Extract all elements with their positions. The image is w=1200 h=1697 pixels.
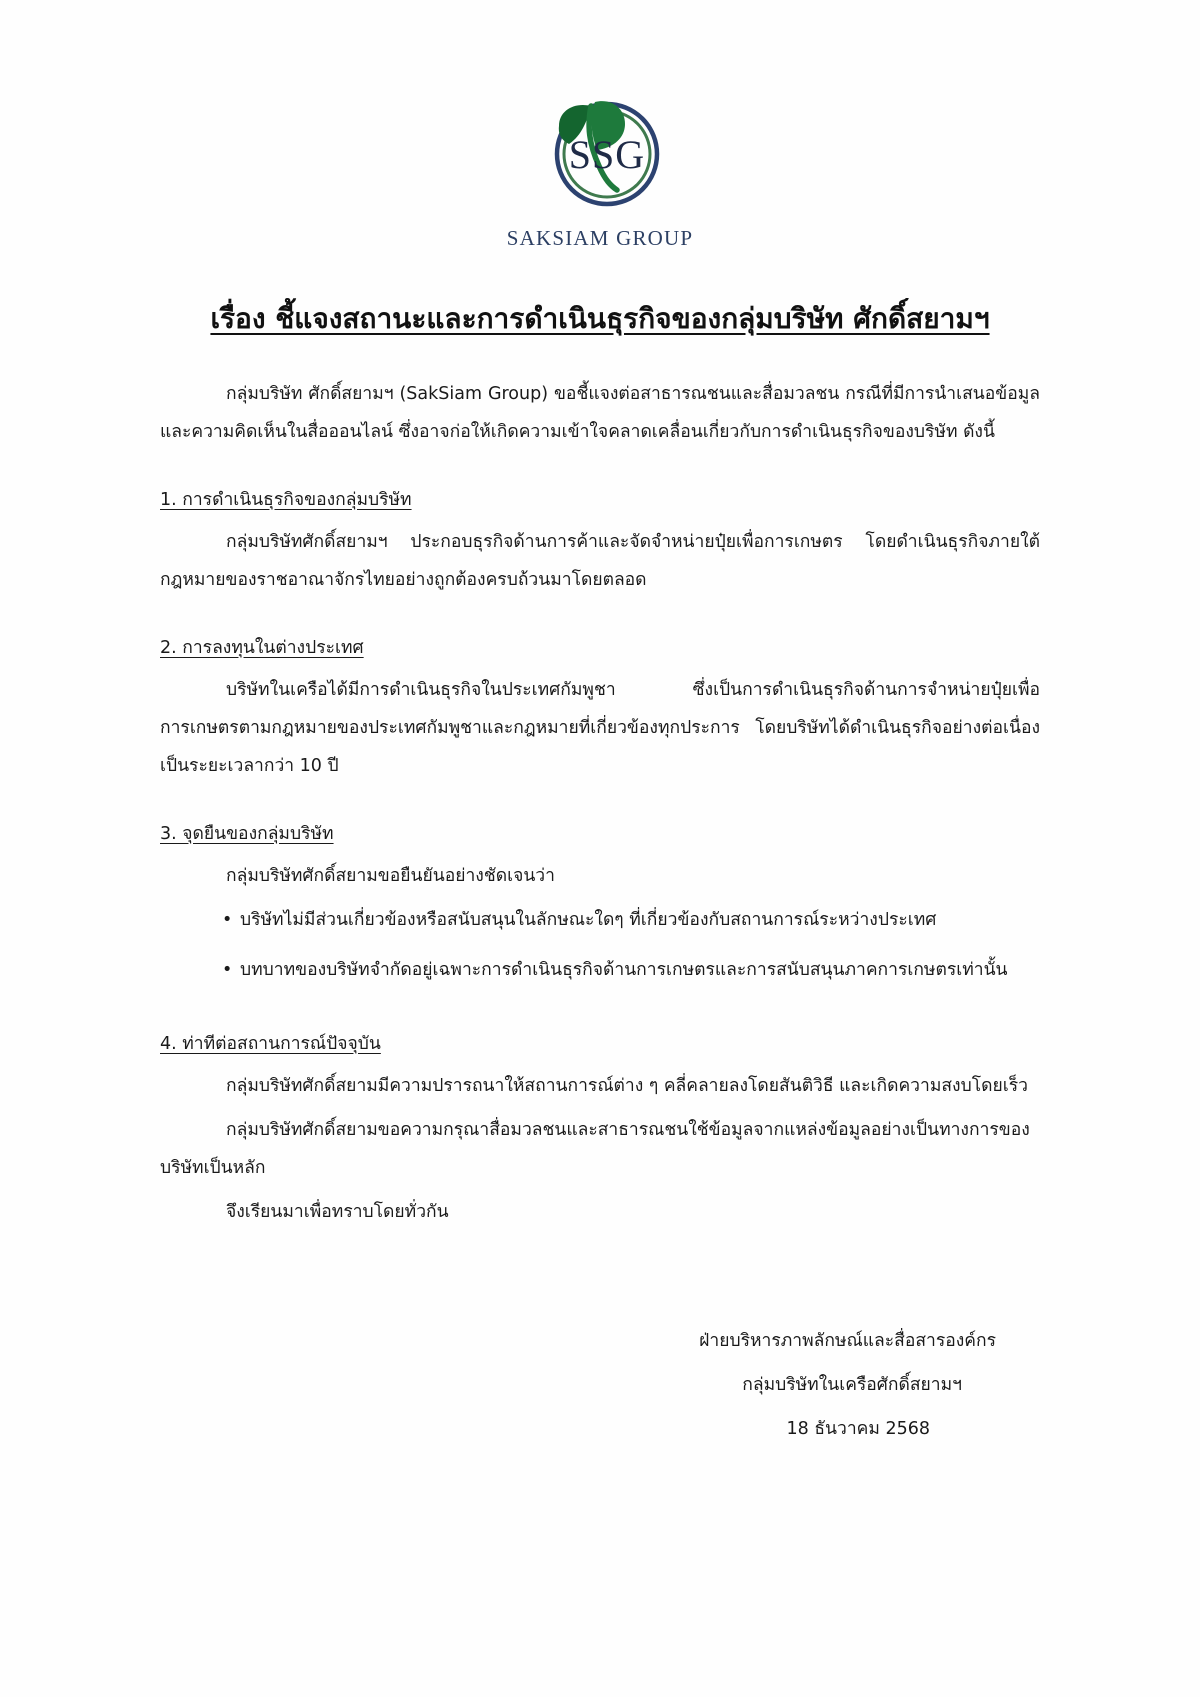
svg-text:SSG: SSG (568, 132, 646, 177)
section-2-heading-text: 2. การลงทุนในต่างประเทศ (160, 638, 364, 658)
section-3-paragraph: กลุ่มบริษัทศักดิ์สยามขอยืนยันอย่างชัดเจนว่า (226, 866, 555, 886)
list-item: • บริษัทไม่มีส่วนเกี่ยวข้องหรือสนับสนุนในลักษณะใดๆ ที่เกี่ยวข้องกับสถานการณ์ระหว่างประเทศ (160, 901, 1040, 939)
list-item: • บทบาทของบริษัทจำกัดอยู่เฉพาะการดำเนินธุรกิจด้านการเกษตรและการสนับสนุนภาคการเกษตรเท่านั้น (160, 951, 1040, 989)
spacer (160, 1001, 1040, 1011)
section-4-paragraph: กลุ่มบริษัทศักดิ์สยามมีความปรารถนาให้สถานการณ์ต่าง ๆ คลี่คลายลงโดยสันติวิธี และเกิดความสงบโดยเร็ว (226, 1076, 1028, 1096)
closing-paragraph: จึงเรียนมาเพื่อทราบโดยทั่วกัน (226, 1202, 449, 1222)
section-4-heading (160, 1025, 1040, 1063)
document-title-text: เรื่อง ชี้แจงสถานะและการดำเนินธุรกิจของกลุ่มบริษัท ศักดิ์สยามฯ (210, 302, 990, 335)
signature-company: กลุ่มบริษัทในเครือศักดิ์สยามฯ (742, 1375, 962, 1395)
section-3-heading (160, 815, 1040, 853)
intro-paragraph: กลุ่มบริษัท ศักดิ์สยามฯ (SakSiam Group) ขอชี้แจงต่อสาธารณชนและสื่อมวลชน กรณีที่มีการนำเสนอข้อมูลและความคิดเห็นในสื่อออนไลน์ ซึ่งอาจก่อให้เกิดความเข้าใจคลาดเคลื่อนเกี่ยวกับการดำเนินธุรกิจของบริษัท ดังนี้ (160, 384, 1040, 442)
company-logo (0, 0, 1200, 251)
section-2-heading (160, 629, 1040, 667)
section-4-paragraph-2: กลุ่มบริษัทศักดิ์สยามขอความกรุณาสื่อมวลชนและสาธารณชนใช้ข้อมูลจากแหล่งข้อมูลอย่างเป็นทางการของบริษัทเป็นหลัก (160, 1120, 1030, 1178)
signature-date: 18 ธันวาคม 2568 (786, 1419, 930, 1439)
logo-wordmark: SAKSIAM GROUP (506, 226, 694, 250)
document-title (0, 297, 1200, 341)
spacer (160, 791, 1040, 801)
section-3-heading-text: 3. จุดยืนของกลุ่มบริษัท (160, 824, 334, 844)
signature-department: ฝ่ายบริหารภาพลักษณ์และสื่อสารองค์กร (699, 1331, 996, 1351)
spacer (160, 457, 1040, 467)
section-1-heading-text: 1. การดำเนินธุรกิจของกลุ่มบริษัท (160, 490, 412, 510)
section-1-heading (160, 481, 1040, 519)
ssg-emblem-icon (525, 92, 675, 224)
spacer (160, 605, 1040, 615)
section-3-bullet-list (160, 901, 1040, 989)
section-4-heading-text: 4. ท่าทีต่อสถานการณ์ปัจจุบัน (160, 1034, 381, 1054)
section-2-paragraph: บริษัทในเครือได้มีการดำเนินธุรกิจในประเทศกัมพูชา ซึ่งเป็นการดำเนินธุรกิจด้านการจำหน่ายปุ๋ยเพื่อการเกษตรตามกฎหมายของประเทศกัมพูชาและกฎหมายที่เกี่ยวข้องทุกประการ โดยบริษัทได้ดำเนินธุรกิจอย่างต่อเนื่องเป็นระยะเวลากว่า 10 ปี (160, 680, 1040, 776)
signature-block (160, 1237, 1040, 1451)
section-1-paragraph: กลุ่มบริษัทศักดิ์สยามฯ ประกอบธุรกิจด้านการค้าและจัดจำหน่ายปุ๋ยเพื่อการเกษตร โดยดำเนินธุรกิจภายใต้กฎหมายของราชอาณาจักรไทยอย่างถูกต้องครบถ้วนมาโดยตลอด (160, 532, 1040, 590)
document-body (160, 341, 1040, 1231)
